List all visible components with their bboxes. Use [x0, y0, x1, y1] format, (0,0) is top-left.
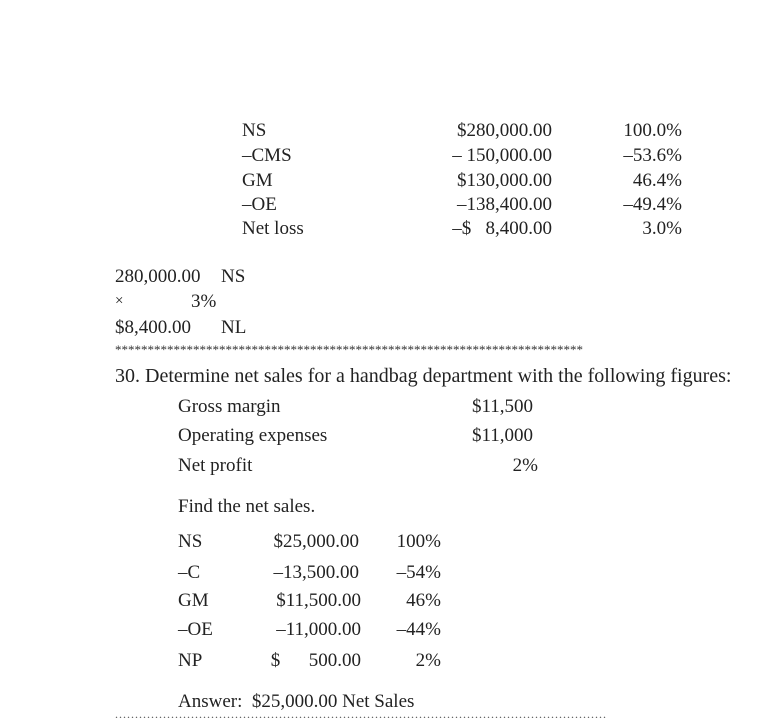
table2-row-amount: –13,500.00 — [273, 562, 359, 583]
table1-row-percent: 3.0% — [642, 218, 682, 239]
calc-line1-value: 280,000.00 — [115, 266, 201, 287]
table1-row-percent: –53.6% — [623, 145, 682, 166]
table1-row-label: GM — [242, 170, 273, 191]
given-value: 2% — [512, 455, 538, 476]
star-separator: ************************************************************************ — [115, 343, 583, 356]
table2-row-amount: $ 500.00 — [270, 650, 361, 671]
dot-separator: ........................................................................................................................... — [115, 708, 607, 720]
table1-row-percent: 100.0% — [623, 120, 682, 141]
table1-row-percent: 46.4% — [632, 170, 682, 191]
table2-row-percent: –54% — [396, 562, 441, 583]
calc-line1-label: NS — [221, 266, 246, 287]
table2-row-amount: –11,000.00 — [276, 619, 361, 640]
problem-question: 30. Determine net sales for a handbag department with the following figures: — [115, 365, 732, 387]
table2-row-percent: –44% — [396, 619, 441, 640]
table2-row-percent: 100% — [396, 531, 441, 552]
table1-row-label: NS — [242, 120, 267, 141]
table2-row-label: –C — [178, 562, 201, 583]
given-value: $11,500 — [471, 396, 533, 417]
table1-row-amount: $130,000.00 — [457, 170, 552, 191]
table1-row-amount: –$ 8,400.00 — [452, 218, 552, 239]
table1-row-percent: –49.4% — [623, 194, 682, 215]
calc-line3-value: $8,400.00 — [115, 317, 191, 338]
table1-row-label: Net loss — [242, 218, 304, 239]
table2-row-label: NS — [178, 531, 203, 552]
given-label: Net profit — [178, 455, 253, 476]
table1-row-label: –CMS — [242, 145, 292, 166]
given-value: $11,000 — [471, 425, 533, 446]
answer-line: Answer: $25,000.00 Net Sales — [178, 691, 415, 712]
calc-line3-label: NL — [221, 317, 247, 338]
calc-line2-operator: × — [115, 293, 124, 309]
table1-row-amount: –138,400.00 — [457, 194, 552, 215]
table2-row-label: –OE — [178, 619, 213, 640]
table2-row-label: GM — [178, 590, 209, 611]
table1-row-amount: $280,000.00 — [457, 120, 552, 141]
table1-row-amount: – 150,000.00 — [452, 145, 552, 166]
table2-row-percent: 2% — [415, 650, 441, 671]
table2-row-amount: $25,000.00 — [273, 531, 359, 552]
table2-row-amount: $11,500.00 — [276, 590, 361, 611]
calc-line2-value: 3% — [191, 291, 217, 312]
table1-row-label: –OE — [242, 194, 277, 215]
given-label: Gross margin — [178, 396, 281, 417]
problem-instruction: Find the net sales. — [178, 496, 316, 517]
given-label: Operating expenses — [178, 425, 328, 446]
table2-row-percent: 46% — [406, 590, 441, 611]
table2-row-label: NP — [178, 650, 203, 671]
